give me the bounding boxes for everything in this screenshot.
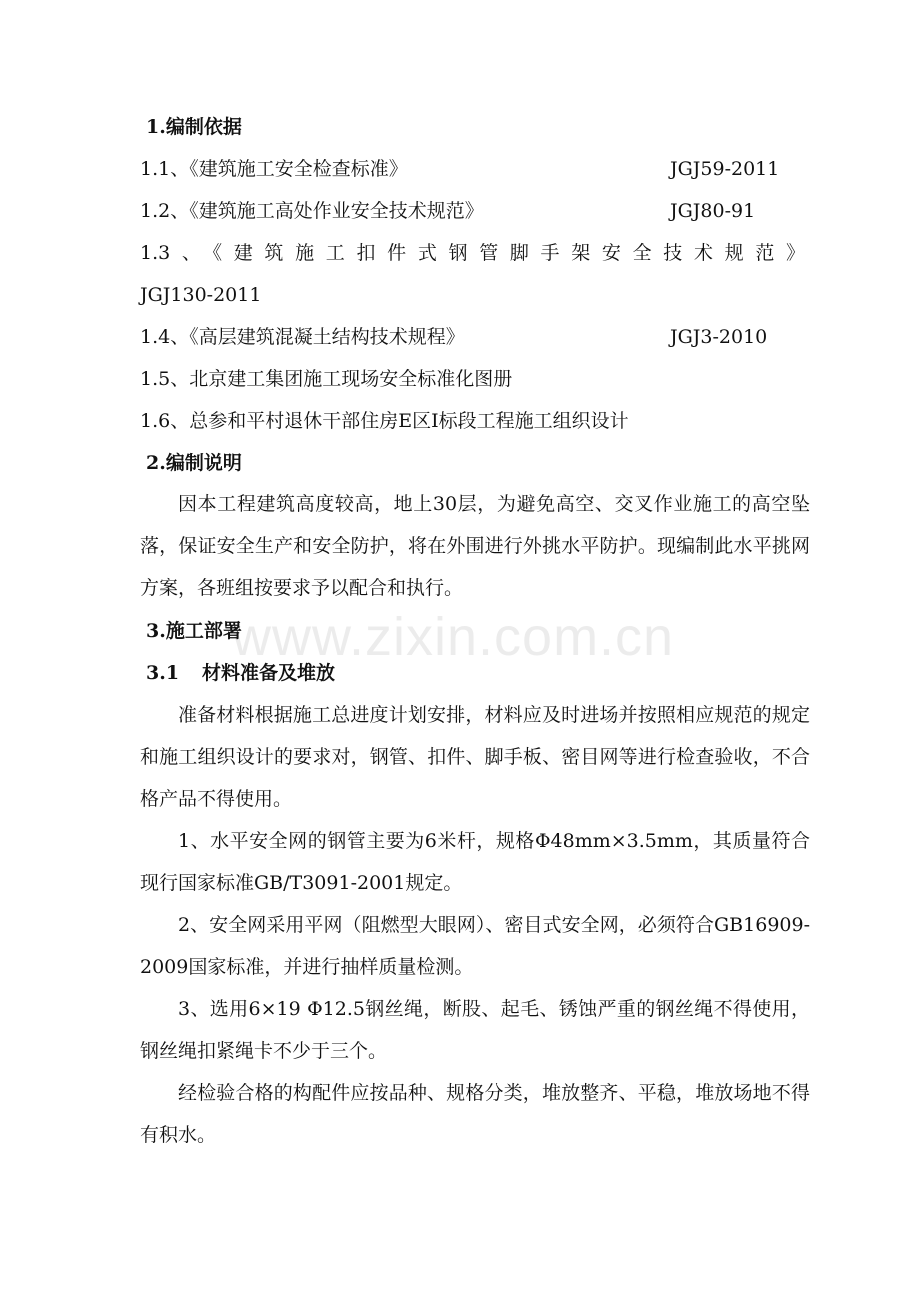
item-3-paragraph: 3、选用6×19 Φ12.5钢丝绳，断股、起毛、锈蚀严重的钢丝绳不得使用，钢丝绳扣紧绳卡不少于三个。 xyxy=(140,998,810,1062)
reference-1-4-code: JGJ3-2010 xyxy=(670,326,768,348)
watermark: www.zixin.com.cn xyxy=(232,607,675,667)
section-3-1-paragraph: 准备材料根据施工总进度计划安排，材料应及时进场并按照相应规范的规定和施工组织设计的要求对，钢管、扣件、脚手板、密目网等进行检查验收，不合格产品不得使用。 xyxy=(140,704,810,810)
reference-1-3: 1.3、《建筑施工扣件式钢管脚手架安全技术规范》 xyxy=(140,242,805,264)
reference-1-3-code: JGJ130-2011 xyxy=(140,284,262,306)
reference-1-2-code: JGJ80-91 xyxy=(670,200,756,222)
reference-1-1: 1.1、《建筑施工安全检查标准》 xyxy=(140,158,408,180)
reference-1-1-code: JGJ59-2011 xyxy=(670,158,780,180)
section-3-1-number: 3.1 xyxy=(146,662,180,684)
reference-1-5: 1.5、北京建工集团施工现场安全标准化图册 xyxy=(140,368,513,390)
reference-1-4: 1.4、《高层建筑混凝土结构技术规程》 xyxy=(140,326,465,348)
section-3-1-title: 材料准备及堆放 xyxy=(202,662,336,684)
reference-1-2: 1.2、《建筑施工高处作业安全技术规范》 xyxy=(140,200,484,222)
item-1-paragraph: 1、水平安全网的钢管主要为6米杆，规格Φ48mm×3.5mm，其质量符合现行国家标准GB/T3091-2001规定。 xyxy=(140,830,810,894)
section-2-paragraph: 因本工程建筑高度较高，地上30层，为避免高空、交叉作业施工的高空坠落，保证安全生产和安全防护，将在外围进行外挑水平防护。现编制此水平挑网方案，各班组按要求予以配合和执行。 xyxy=(140,493,810,599)
item-2-paragraph: 2、安全网采用平网（阻燃型大眼网）、密目式安全网，必须符合GB16909-2009国家标准，并进行抽样质量检测。 xyxy=(140,914,810,978)
section-1-title: 1.编制依据 xyxy=(146,116,242,138)
section-3-title: 3.施工部署 xyxy=(146,620,242,642)
section-3-1-heading xyxy=(146,660,335,686)
closing-paragraph: 经检验合格的构配件应按品种、规格分类，堆放整齐、平稳，堆放场地不得有积水。 xyxy=(140,1082,810,1146)
reference-1-6: 1.6、总参和平村退休干部住房E区Ⅰ标段工程施工组织设计 xyxy=(140,410,629,432)
section-2-title: 2.编制说明 xyxy=(146,452,242,474)
